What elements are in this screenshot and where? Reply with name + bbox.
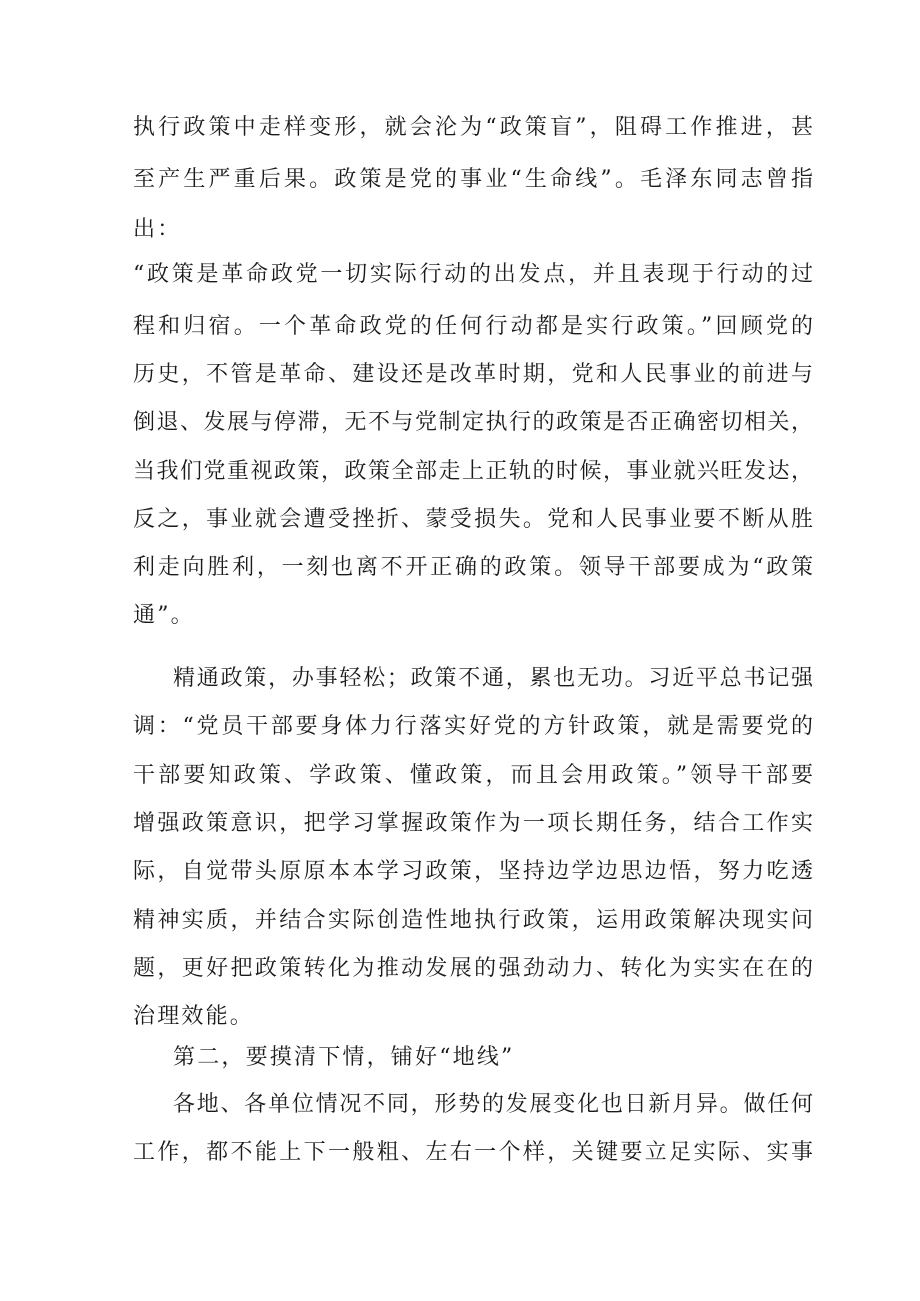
text-line: 精通政策，办事轻松；政策不通，累也无功。习近平总书记强 <box>173 666 813 691</box>
text-line: 当我们党重视政策，政策全部走上正轨的时候，事业就兴旺发达， <box>133 459 813 484</box>
text-line: 各地、各单位情况不同，形势的发展变化也日新月异。做任何 <box>173 1092 813 1117</box>
text-line: 治理效能。 <box>133 1004 255 1029</box>
text-line: “政策是革命政党一切实际行动的出发点，并且表现于行动的过 <box>133 262 813 287</box>
text-line: 反之，事业就会遭受挫折、蒙受损失。党和人民事业要不断从胜 <box>133 507 813 532</box>
text-line: 际，自觉带头原原本本学习政策，坚持边学边思边悟，努力吃透 <box>133 859 813 884</box>
section-heading: 第二，要摸清下情，铺好“地线” <box>173 1045 515 1070</box>
text-line: 调：“党员干部要身体力行落实好党的方针政策，就是需要党的 <box>133 714 813 739</box>
text-line: 干部要知政策、学政策、懂政策，而且会用政策。”领导干部要 <box>133 763 813 788</box>
text-line: 通”。 <box>133 603 195 628</box>
text-line: 增强政策意识，把学习掌握政策作为一项长期任务，结合工作实 <box>133 811 813 836</box>
text-line: 历史，不管是革命、建设还是改革时期，党和人民事业的前进与 <box>133 362 813 387</box>
text-line: 题，更好把政策转化为推动发展的强劲动力、转化为实实在在的 <box>133 956 813 981</box>
text-line: 利走向胜利，一刻也离不开正确的政策。领导干部要成为“政策 <box>133 555 813 580</box>
text-line: 精神实质，并结合实际创造性地执行政策，运用政策解决现实问 <box>133 908 813 933</box>
text-line: 程和归宿。一个革命政党的任何行动都是实行政策。”回顾党的 <box>133 314 813 339</box>
text-line: 出： <box>133 217 182 242</box>
text-line: 倒退、发展与停滞，无不与党制定执行的政策是否正确密切相关， <box>133 410 813 435</box>
text-line: 工作，都不能上下一般粗、左右一个样，关键要立足实际、实事 <box>133 1140 813 1165</box>
text-line: 执行政策中走样变形，就会沦为“政策盲”，阻碍工作推进，甚 <box>133 115 813 140</box>
text-line: 至产生严重后果。政策是党的事业“生命线”。毛泽东同志曾指 <box>133 167 813 192</box>
